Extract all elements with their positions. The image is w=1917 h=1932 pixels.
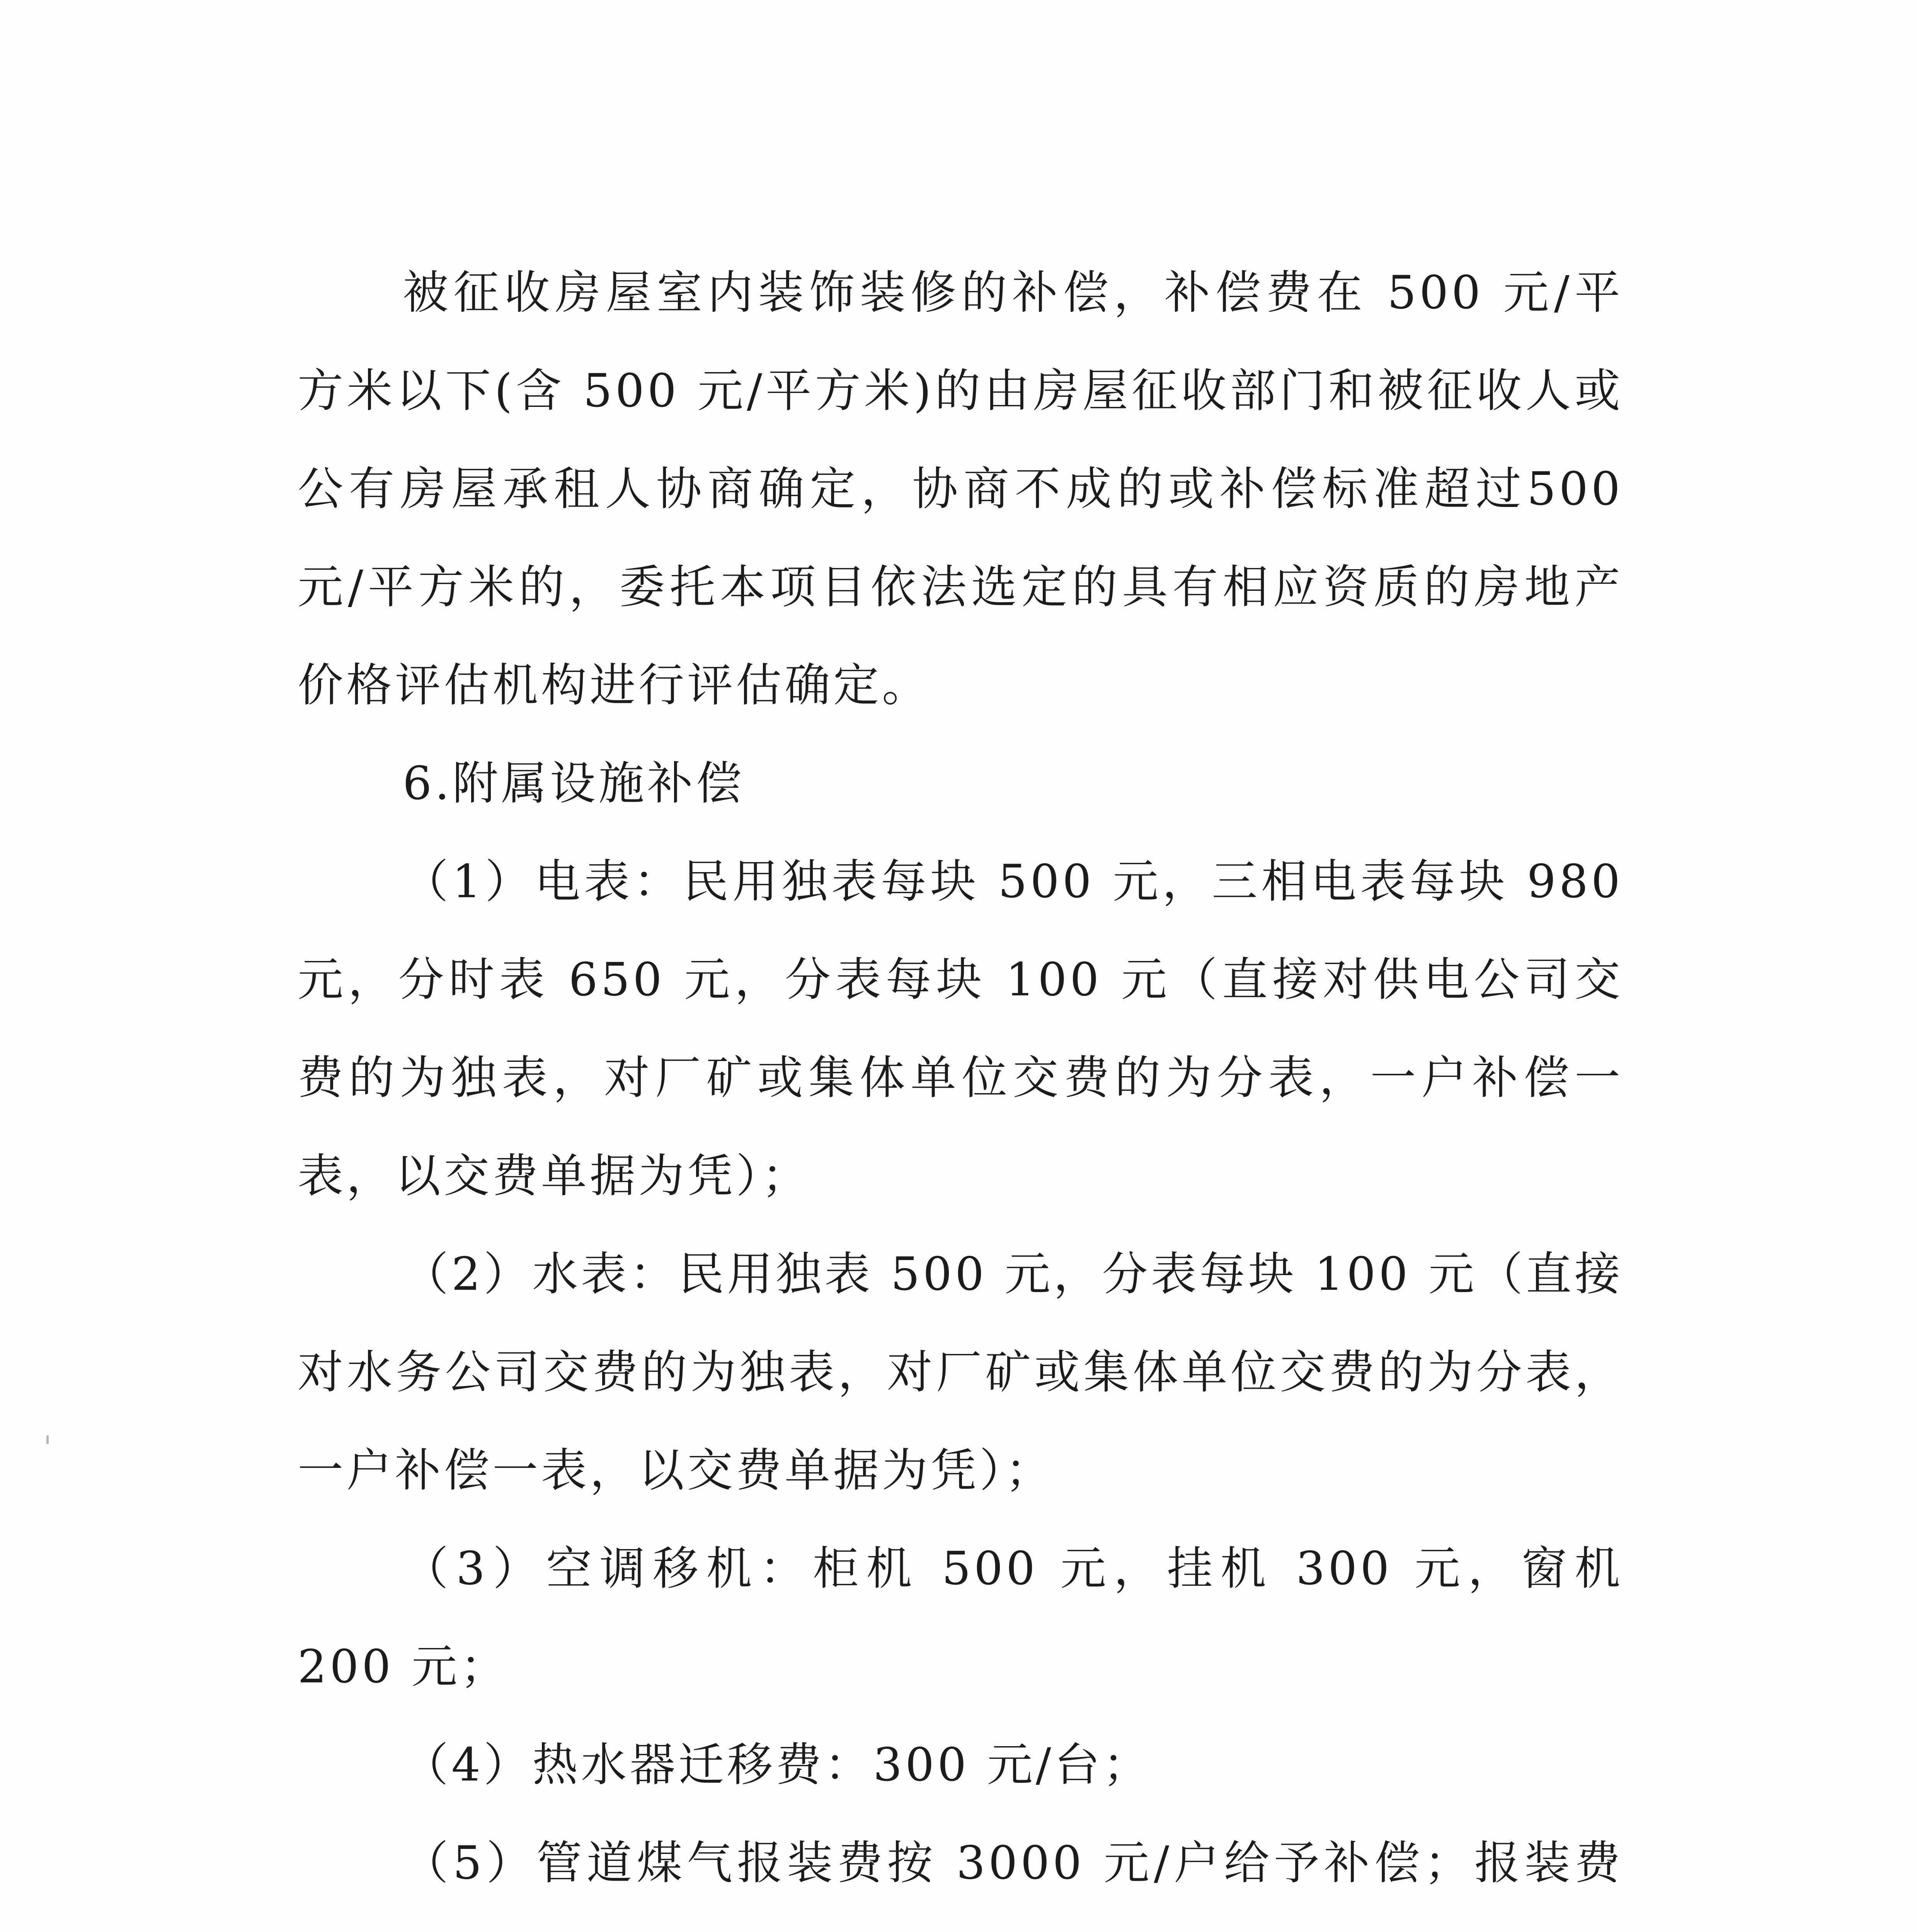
list-item-gas-installation: （5）管道煤气报装费按 3000 元/户给予补偿；报装费 — [403, 1836, 1623, 1889]
list-item-water-heater: （4）热水器迁移费：300 元/台； — [403, 1738, 1152, 1791]
section-heading-ancillary-facilities: 6.附属设施补偿 — [403, 757, 745, 810]
list-item-water-meter: （2）水表：民用独表 500 元，分表每块 100 元（直接对水务公司交费的为独表，对厂矿或集体单位交费的为分表，一户补偿一表，以交费单据为凭）； — [298, 1247, 1623, 1497]
paragraph-decoration-compensation: 被征收房屋室内装饰装修的补偿，补偿费在 500 元/平方米以下(含 500 元/平方米)的由房屋征收部门和被征收人或公有房屋承租人协商确定，协商不成的或补偿标准超过500元/平方米的，委托本项目依法选定的具有相应资质的房地产价格评估机构进行评估确定。 — [298, 266, 1623, 712]
list-item-electric-meter: （1）电表：民用独表每块 500 元，三相电表每块 980 元，分时表 650 元，分表每块 100 元（直接对供电公司交费的为独表，对厂矿或集体单位交费的为分表，一户补偿一表，以交费单据为凭）； — [298, 855, 1623, 1202]
list-item-air-conditioner: （3）空调移机：柜机 500 元，挂机 300 元，窗机 200 元； — [298, 1542, 1623, 1693]
scan-mark — [46, 1435, 49, 1444]
document-body — [298, 243, 1623, 1932]
